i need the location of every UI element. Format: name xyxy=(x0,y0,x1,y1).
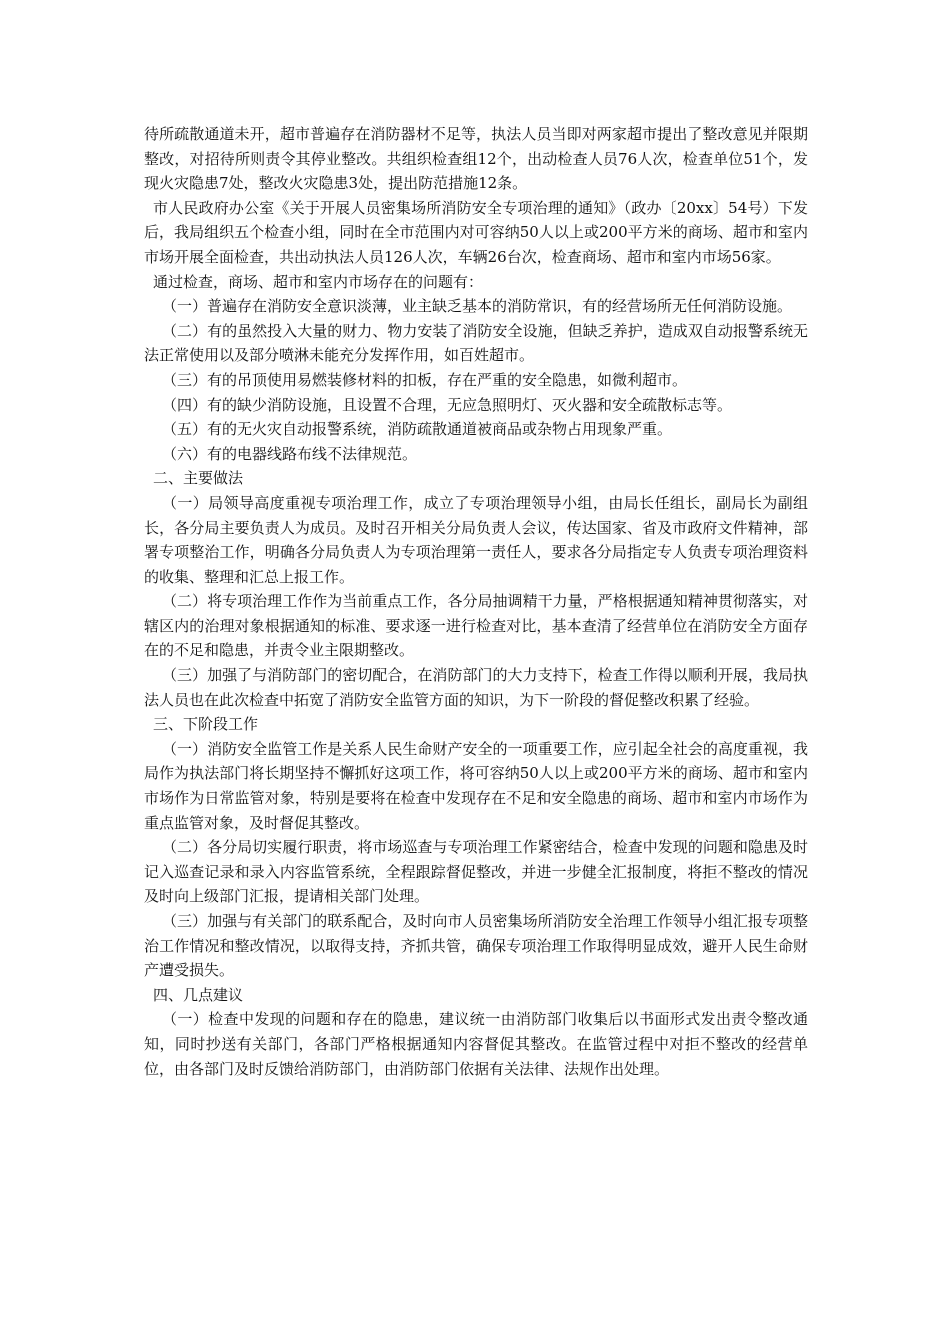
list-item-suggestion-1: （一）检查中发现的问题和存在的隐患，建议统一由消防部门收集后以书面形式发出责令整改通知，同时抄送有关部门，各部门严格根据通知内容督促其整改。在监管过程中对拒不整改的经营单位，由各部门及时反馈给消防部门，由消防部门依据有关法律、法规作出处理。 xyxy=(144,1010,808,1078)
list-item-practice-2: （二）将专项治理工作作为当前重点工作，各分局抽调精干力量，严格根据通知精神贯彻落实，对辖区内的治理对象根据通知的标准、要求逐一进行检查对比，基本查清了经营单位在消防安全方面存在的不足和隐患，并责令业主限期整改。 xyxy=(144,592,808,660)
list-item-next-2: （二）各分局切实履行职责，将市场巡查与专项治理工作紧密结合，检查中发现的问题和隐患及时记入巡查记录和录入内容监管系统，全程跟踪督促整改，并进一步健全汇报制度，将拒不整改的情况及时向上级部门汇报，提请相关部门处理。 xyxy=(144,838,808,906)
list-item-problem-6: （六）有的电器线路布线不法律规范。 xyxy=(162,444,418,463)
list-item-problem-3: （三）有的吊顶使用易燃装修材料的扣板，存在严重的安全隐患，如微利超市。 xyxy=(162,370,688,389)
list-item-practice-3: （三）加强了与消防部门的密切配合，在消防部门的大力支持下，检查工作得以顺利开展，我局执法人员也在此次检查中拓宽了消防安全监管方面的知识，为下一阶段的督促整改积累了经验。 xyxy=(144,666,808,709)
paragraph-problems-intro: 通过检查，商场、超市和室内市场存在的问题有： xyxy=(153,272,484,291)
section-heading-suggestions: 四、几点建议 xyxy=(153,985,244,1004)
list-item-problem-2: （二）有的虽然投入大量的财力、物力安装了消防安全设施，但缺乏养护，造成双自动报警系统无法正常使用以及部分喷淋未能充分发挥作用，如百姓超市。 xyxy=(144,321,808,365)
paragraph-notice: 市人民政府办公室《关于开展人员密集场所消防安全专项治理的通知》（政办〔20xx〕54号）下发后，我局组织五个检查小组，同时在全市范围内对可容纳50人以上或200平方米的商场、超市和室内市场开展全面检查，共出动执法人员126人次，车辆26台次，检查商场、超市和室内市场56家。 xyxy=(144,198,808,266)
list-item-practice-1: （一）局领导高度重视专项治理工作，成立了专项治理领导小组，由局长任组长，副局长为副组长，各分局主要负责人为成员。及时召开相关分局负责人会议，传达国家、省及市政府文件精神，部署专项整治工作，明确各分局负责人为专项治理第一责任人，要求各分局指定专人负责专项治理资料的收集、整理和汇总上报工作。 xyxy=(144,493,808,586)
list-item-problem-5: （五）有的无火灾自动报警系统，消防疏散通道被商品或杂物占用现象严重。 xyxy=(162,420,673,439)
paragraph-continuation: 待所疏散通道未开，超市普遍存在消防器材不足等，执法人员当即对两家超市提出了整改意见并限期整改，对招待所则责令其停业整改。共组织检查组12个，出动检查人员76人次，检查单位51个，发现火灾隐患7处，整改火灾隐患3处，提出防范措施12条。 xyxy=(144,125,808,193)
document-body xyxy=(144,122,808,1081)
list-item-next-3: （三）加强与有关部门的联系配合，及时向市人员密集场所消防安全治理工作领导小组汇报专项整治工作情况和整改情况，以取得支持，齐抓共管，确保专项治理工作取得明显成效，避开人民生命财产遭受损失。 xyxy=(144,912,808,980)
list-item-problem-4: （四）有的缺少消防设施，且设置不合理，无应急照明灯、灭火器和安全疏散标志等。 xyxy=(162,395,733,414)
section-heading-main-practices: 二、主要做法 xyxy=(153,469,244,488)
list-item-problem-1: （一）普遍存在消防安全意识淡薄，业主缺乏基本的消防常识，有的经营场所无任何消防设施。 xyxy=(162,297,793,316)
list-item-next-1: （一）消防安全监管工作是关系人民生命财产安全的一项重要工作，应引起全社会的高度重视，我局作为执法部门将长期坚持不懈抓好这项工作，将可容纳50人以上或200平方米的商场、超市和室内市场作为日常监管对象，特别是要将在检查中发现存在不足和安全隐患的商场、超市和室内市场作为重点监管对象，及时督促其整改。 xyxy=(144,739,808,832)
section-heading-next-stage: 三、下阶段工作 xyxy=(153,715,259,734)
